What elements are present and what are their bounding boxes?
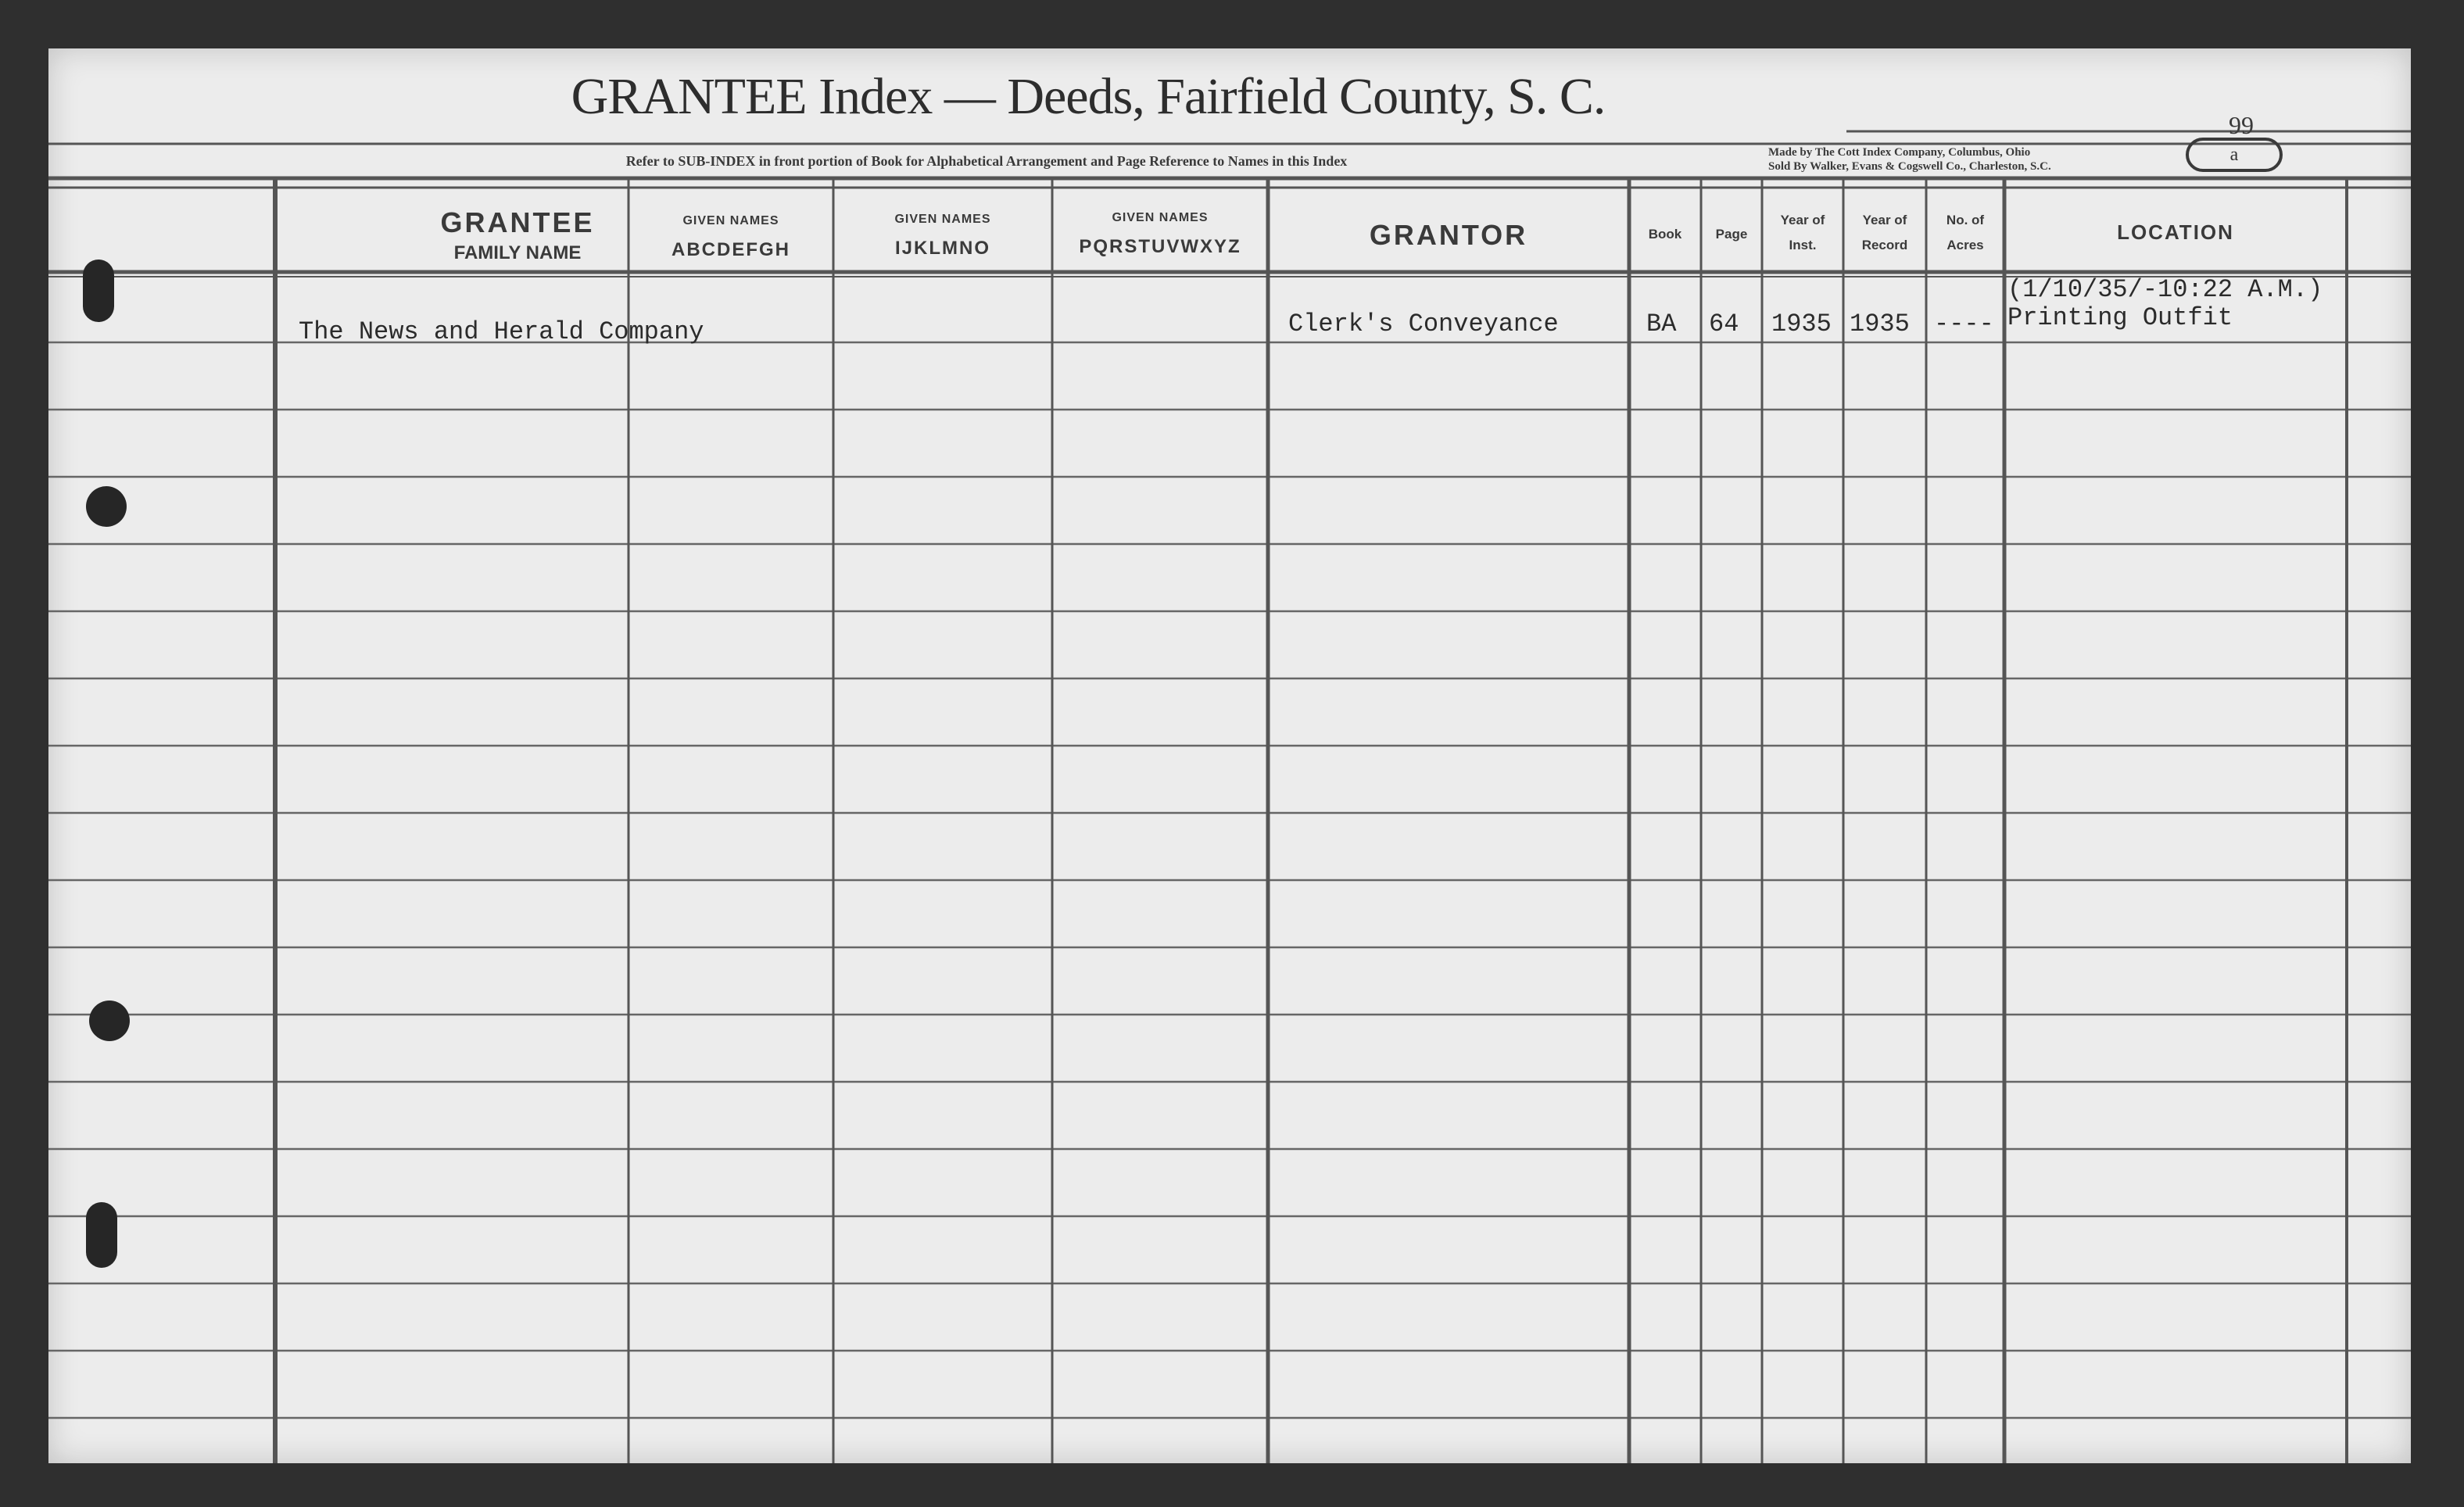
punch-hole-upper <box>86 486 127 527</box>
entry-acres: ---- <box>1934 310 1994 338</box>
entry-location-line-2: Printing Outfit <box>2007 303 2233 332</box>
header-grantee: GRANTEE <box>440 206 595 238</box>
header-location: LOCATION <box>2117 220 2234 244</box>
header-given-names-2-label: GIVEN NAMES <box>894 213 991 226</box>
sub-index-note: Refer to SUB-INDEX in front portion of Book for Alphabetical Arrangement and Page Reference to Names in this Index <box>625 153 1348 169</box>
entry-book: BA <box>1646 310 1677 338</box>
binder-slot-top <box>83 260 114 322</box>
header-given-names-1-label: GIVEN NAMES <box>682 214 779 227</box>
header-year-record: Year of Record <box>1861 213 1908 252</box>
binder-slot-bottom <box>86 1202 117 1268</box>
index-card <box>48 48 2411 1463</box>
header-given-names-3: PQRSTUVWXYZ <box>1079 236 1241 257</box>
maker-line-1: Made by The Cott Index Company, Columbus, Ohio <box>1768 146 2031 159</box>
header-given-names-1: ABCDEFGH <box>672 239 790 260</box>
header-no-of-acres: No. of Acres <box>1946 213 1985 252</box>
header-book: Book <box>1648 227 1682 242</box>
page-number: 99 <box>2229 111 2254 139</box>
maker-credit <box>1768 145 2051 174</box>
entry-grantor: Clerk's Conveyance <box>1288 310 1559 338</box>
header-grantor: GRANTOR <box>1369 219 1528 251</box>
row-lines <box>48 342 2411 1418</box>
header-page: Page <box>1715 227 1748 242</box>
entry-page: 64 <box>1709 310 1739 338</box>
entry-year-inst: 1935 <box>1771 310 1832 338</box>
column-lines <box>275 178 2347 1463</box>
header-given-names-2: IJKLMNO <box>895 238 990 259</box>
punch-hole-lower <box>89 1000 130 1041</box>
header-given-names-3-label: GIVEN NAMES <box>1112 211 1209 224</box>
entry-grantee: The News and Herald Company <box>299 317 704 346</box>
header-family-name: FAMILY NAME <box>453 242 582 263</box>
header-year-inst: Year of Inst. <box>1780 213 1825 252</box>
entry-location-line-1: (1/10/35/-10:22 A.M.) <box>2007 275 2323 304</box>
maker-line-2: Sold By Walker, Evans & Cogswell Co., Charleston, S.C. <box>1768 160 2051 173</box>
page-box: a <box>2186 138 2283 172</box>
form-title: GRANTEE Index — Deeds, Fairfield County, S. C. <box>571 68 1606 125</box>
entry-year-record: 1935 <box>1850 310 1910 338</box>
